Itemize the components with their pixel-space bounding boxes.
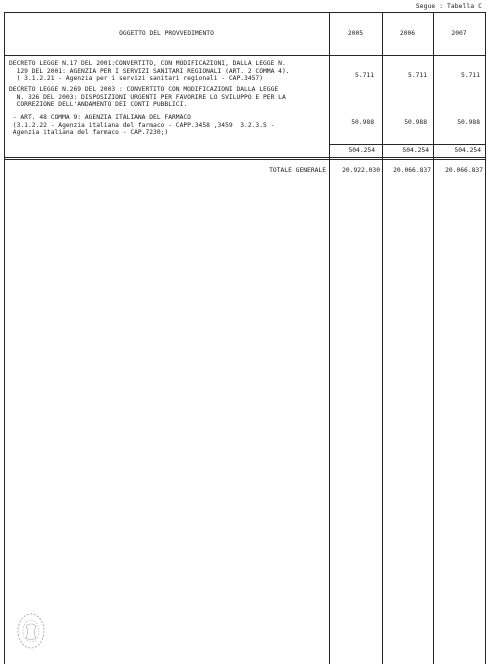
entry-text-line: ( 3.1.2.21 - Agenzia per i servizi sanitari regionali - CAP.3457) <box>9 75 264 83</box>
subtotal-2006: 504.254 <box>402 147 429 154</box>
entry-text-line: 129 DEL 2001: AGENZIA PER I SERVIZI SANITARI REGIONALI (ART. 2 COMMA 4). <box>9 67 290 75</box>
total-2007: 20.066.837 <box>445 167 483 174</box>
column-divider-2007 <box>433 12 434 664</box>
subtotal-top-rule <box>329 144 485 145</box>
value-2005: 50.988 <box>351 119 374 126</box>
column-divider-2006 <box>382 12 383 664</box>
value-2006: 5.711 <box>408 72 427 79</box>
entry-text-line: N. 326 DEL 2003: DISPOSIZIONI URGENTI PER FAVORIRE LO SVILUPPO E PER LA <box>9 93 286 101</box>
header-bottom-border <box>4 55 486 56</box>
value-2007: 5.711 <box>461 72 480 79</box>
header-year-2006: 2006 <box>399 30 416 37</box>
table-right-border <box>485 12 486 664</box>
table-top-border <box>4 12 486 13</box>
value-2006: 50.988 <box>404 119 427 126</box>
entry-text-line: - ART. 48 COMMA 9: AGENZIA ITALIANA DEL FARMACO <box>9 114 191 121</box>
subtotal-bottom-rule-2 <box>4 159 485 160</box>
stamp-seal-icon <box>16 612 46 650</box>
entry-text-line: DECRETO LEGGE N.17 DEL 2001:CONVERTITO, CON MODIFICAZIONI, DALLA LEGGE N. <box>9 60 286 67</box>
subtotal-2005: 504.254 <box>348 147 375 154</box>
total-label: TOTALE GENERALE <box>269 167 326 174</box>
value-2005: 5.711 <box>355 72 374 79</box>
subtotal-bottom-rule <box>4 157 485 158</box>
value-2007: 50.988 <box>457 119 480 126</box>
column-divider-2005 <box>329 12 330 664</box>
entry-text-line: (3.1.2.22 - Agenzia italiana del farmaco - CAPP.3458 ,3459 3.2.3.5 - <box>9 121 275 129</box>
table-left-border <box>4 12 5 664</box>
entry-text-line: DECRETO LEGGE N.269 DEL 2003 : CONVERTITO CON MODIFICAZIONI DALLA LEGGE <box>9 86 279 93</box>
entry-text-line: Agenzia italiana del farmaco - CAP.7230;) <box>9 129 169 137</box>
header-year-2005: 2005 <box>347 30 364 37</box>
total-2005: 20.922.030 <box>342 167 380 174</box>
entry-text-line: CORREZIONE DELL'ANDAMENTO DEI CONTI PUBBLICI. <box>9 101 188 109</box>
total-2006: 20.066.837 <box>393 167 431 174</box>
header-oggetto: OGGETTO DEL PROVVEDIMENTO <box>119 30 214 37</box>
page-reference: Segue : Tabella C <box>415 3 482 10</box>
header-year-2007: 2007 <box>451 30 467 37</box>
subtotal-2007: 504.254 <box>454 147 481 154</box>
